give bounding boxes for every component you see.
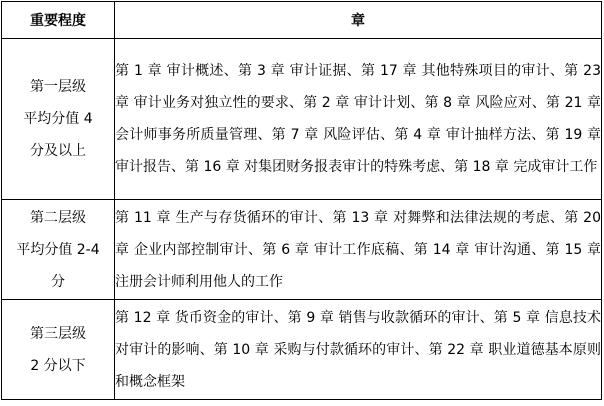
level-label: 第一层级 [30,79,86,95]
level-label: 第三层级 [30,325,86,342]
level-score: 2 分以下 [30,357,86,374]
table-row [2,300,602,400]
document [1,1,602,400]
level-score-suffix: 分及以上 [30,143,86,159]
header-importance: 重要程度 [2,2,115,39]
level-label: 第二层级 [30,209,86,226]
table-row [2,200,602,300]
level-score: 平均分值 4 [23,111,93,127]
header-row [2,2,602,39]
level-cell [2,39,115,200]
table-row [2,39,602,200]
chapters-cell: 第 1 章 审计概述、第 3 章 审计证据、第 17 章 其他特殊项目的审计、第 23 章 审计业务对独立性的要求、第 2 章 审计计划、第 8 章 风险应对、第 21 章 会计师事务所质量管理、第 7 章 风险评估、第 4 章 审计抽样方法、第 19 章 审计报告、第 16 章 对集团财务报表审计的特殊考虑、第 18 章 完成审计工作 [115,39,602,200]
chapter-priority-table [1,1,602,400]
level-cell [2,200,115,300]
level-score: 平均分值 2-4 [16,241,100,258]
chapters-cell: 第 12 章 货币资金的审计、第 9 章 销售与收款循环的审计、第 5 章 信息技术对审计的影响、第 10 章 采购与付款循环的审计、第 22 章 职业道德基本原则和概念框架 [115,300,602,400]
level-score-suffix: 分 [51,273,65,290]
chapters-cell: 第 11 章 生产与存货循环的审计、第 13 章 对舞弊和法律法规的考虑、第 20 章 企业内部控制审计、第 6 章 审计工作底稿、第 14 章 审计沟通、第 15 章 注册会计师利用他人的工作 [115,200,602,300]
level-cell [2,300,115,400]
header-chapters: 章 [115,2,602,39]
